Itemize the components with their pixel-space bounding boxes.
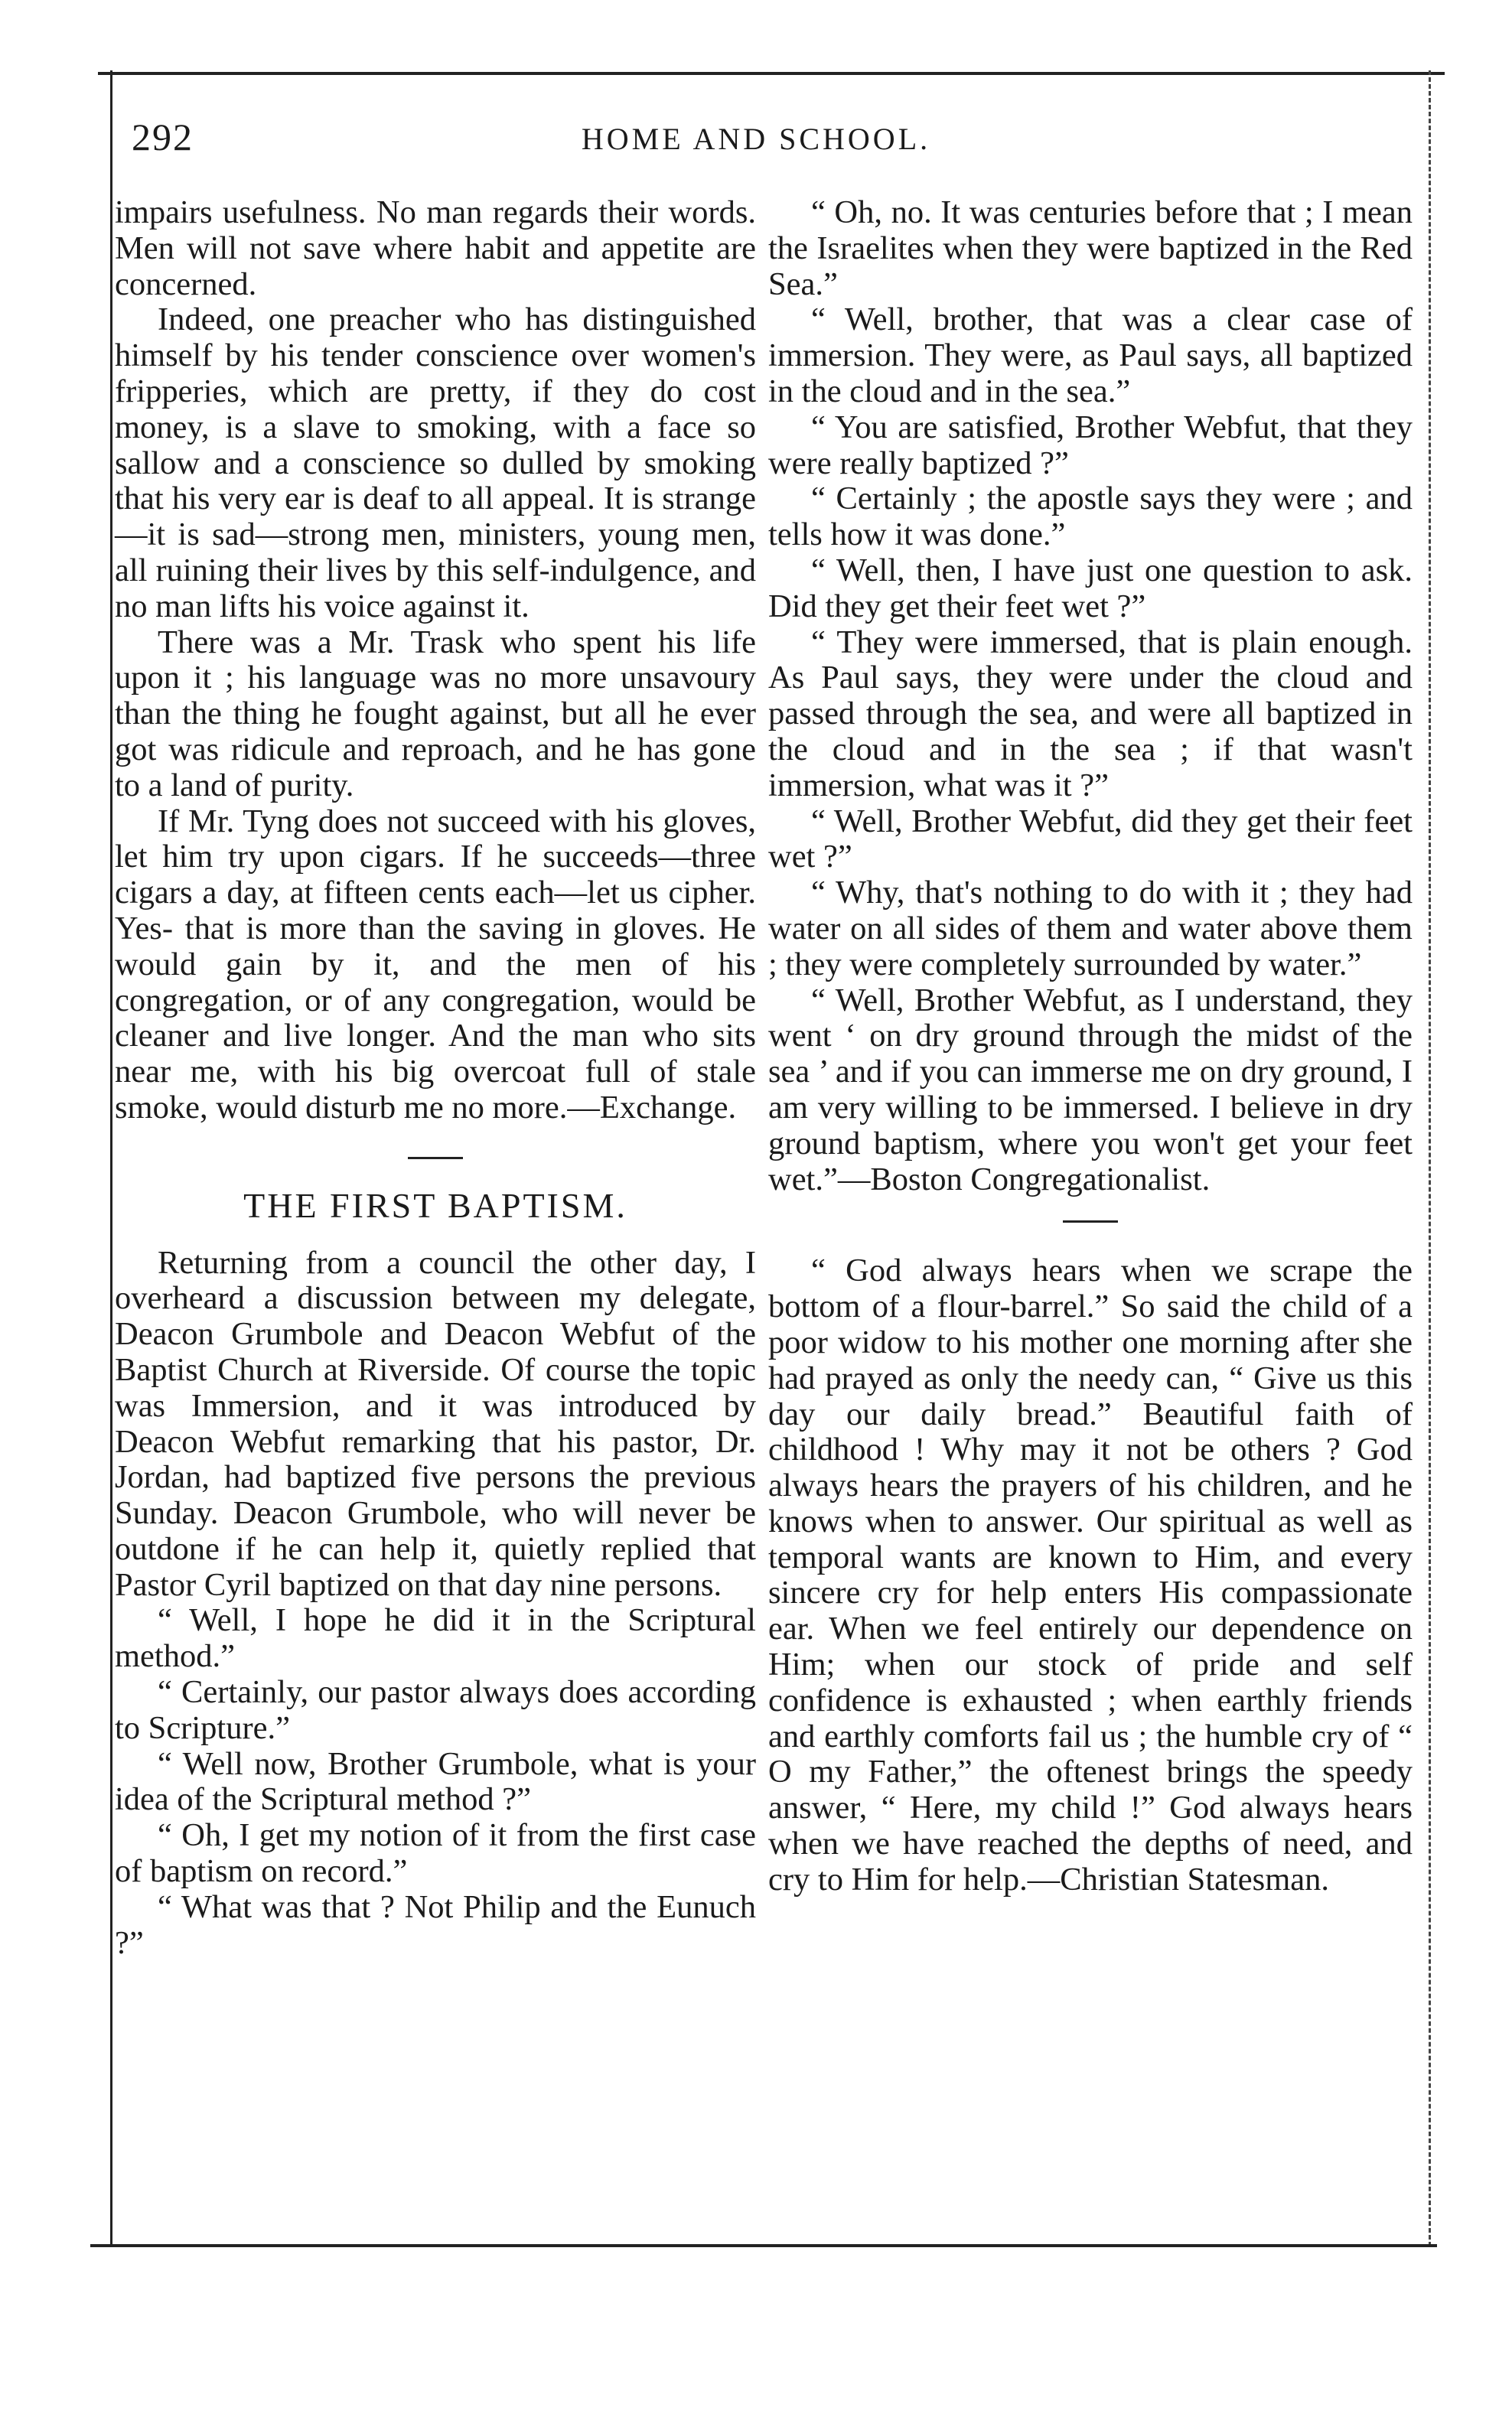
right-column (768, 195, 1413, 1898)
bottom-border-rule (90, 2244, 1437, 2247)
section-divider (1063, 1220, 1118, 1223)
top-border-rule (98, 72, 1445, 75)
paragraph: “ Well, Brother Webfut, did they get their feet wet ?” (768, 803, 1413, 875)
paragraph: “ Oh, I get my notion of it from the first case of baptism on record.” (115, 1817, 756, 1890)
left-border-rule (110, 70, 112, 2246)
section-divider (408, 1157, 463, 1159)
paragraph: “ They were immersed, that is plain enough. As Paul says, they were under the cloud and passed through the sea, and were all baptized in the cloud and in the sea ; if that wasn't immersion, what was it ?” (768, 624, 1413, 803)
right-border-rule (1429, 70, 1431, 2246)
paragraph: Returning from a council the other day, I overheard a discussion between my delegate, Deacon Grumbole and Deacon Webfut of the Baptist Church at Riverside. Of course the topic was Immersion, and it was introduced by Deacon Webfut remarking that his pastor, Dr. Jordan, had baptized five persons the previous Sunday. Deacon Grumbole, who will never be outdone if he can help it, quietly replied that Pastor Cyril baptized on that day nine persons. (115, 1244, 756, 1603)
paragraph: If Mr. Tyng does not succeed with his gloves, let him try upon cigars. If he succeeds—three cigars a day, at fifteen cents each—let us cipher. Yes- that is more than the saving in gloves. He would gain by it, and the men of his congregation, or of any congregation, would be cleaner and live longer. And the man who sits near me, with his big overcoat full of stale smoke, would disturb me no more.—Exchange. (115, 803, 756, 1126)
page-header (0, 115, 1512, 168)
paragraph: Indeed, one preacher who has distinguished himself by his tender conscience over women's fripperies, which are pretty, if they do cost money, is a slave to smoking, with a face so sallow and a conscience so dulled by smoking that his very ear is deaf to all appeal. It is strange—it is sad—strong men, ministers, young men, all ruining their lives by this self-indulgence, and no man lifts his voice against it. (115, 301, 756, 624)
paragraph: “ Certainly, our pastor always does according to Scripture.” (115, 1674, 756, 1746)
running-title: HOME AND SCHOOL. (581, 122, 931, 156)
left-column (115, 195, 756, 1961)
paragraph: “ Well now, Brother Grumbole, what is your idea of the Scriptural method ?” (115, 1745, 756, 1818)
paragraph: “ Why, that's nothing to do with it ; they had water on all sides of them and water above them ; they were completely surrounded by water.” (768, 875, 1413, 982)
article-title: THE FIRST BAPTISM. (243, 1185, 627, 1225)
paragraph: “ You are satisfied, Brother Webfut, that they were really baptized ?” (768, 409, 1413, 481)
paragraph: “ Oh, no. It was centuries before that ; I mean the Israelites when they were baptized in the Red Sea.” (768, 194, 1413, 302)
page-number: 292 (132, 116, 194, 158)
paragraph: “ God always hears when we scrape the bottom of a flour-barrel.” So said the child of a poor widow to his mother one morning after she had prayed as only the needy can, “ Give us this day our daily bread.” Beautiful faith of childhood ! Why may it not be others ? God always hears the prayers of his children, and he knows when to answer. Our spiritual as well as temporal wants are known to Him, and every sincere cry for help enters His compassionate ear. When we feel entirely our dependence on Him; when our stock of pride and self confidence is exhausted ; when earthly friends and earthly comforts fail us ; the humble cry of “ O my Father,” the oftenest brings the speedy answer, “ Here, my child !” God always hears when we have reached the depths of need, and cry to Him for help.—Christian Statesman. (768, 1253, 1413, 1898)
paragraph: “ Well, Brother Webfut, as I understand, they went ‘ on dry ground through the midst of the sea ’ and if you can immerse me on dry ground, I am very willing to be immersed. I believe in dry ground baptism, where you won't get your feet wet.”—Boston Congregationalist. (768, 982, 1413, 1197)
paragraph: impairs usefulness. No man regards their words. Men will not save where habit and appetite are concerned. (115, 194, 756, 302)
paragraph: “ Well, then, I have just one question to ask. Did they get their feet wet ?” (768, 552, 1413, 624)
paragraph: “ What was that ? Not Philip and the Eunuch ?” (115, 1888, 756, 1961)
paragraph: “ Certainly ; the apostle says they were ; and tells how it was done.” (768, 481, 1413, 553)
paragraph: There was a Mr. Trask who spent his life upon it ; his language was no more unsavoury than the thing he fought against, but all he ever got was ridicule and reproach, and he has gone to a land of purity. (115, 624, 756, 803)
paragraph: “ Well, I hope he did it in the Scriptural method.” (115, 1602, 756, 1675)
paragraph: “ Well, brother, that was a clear case of immersion. They were, as Paul says, all baptized in the cloud and in the sea.” (768, 301, 1413, 409)
